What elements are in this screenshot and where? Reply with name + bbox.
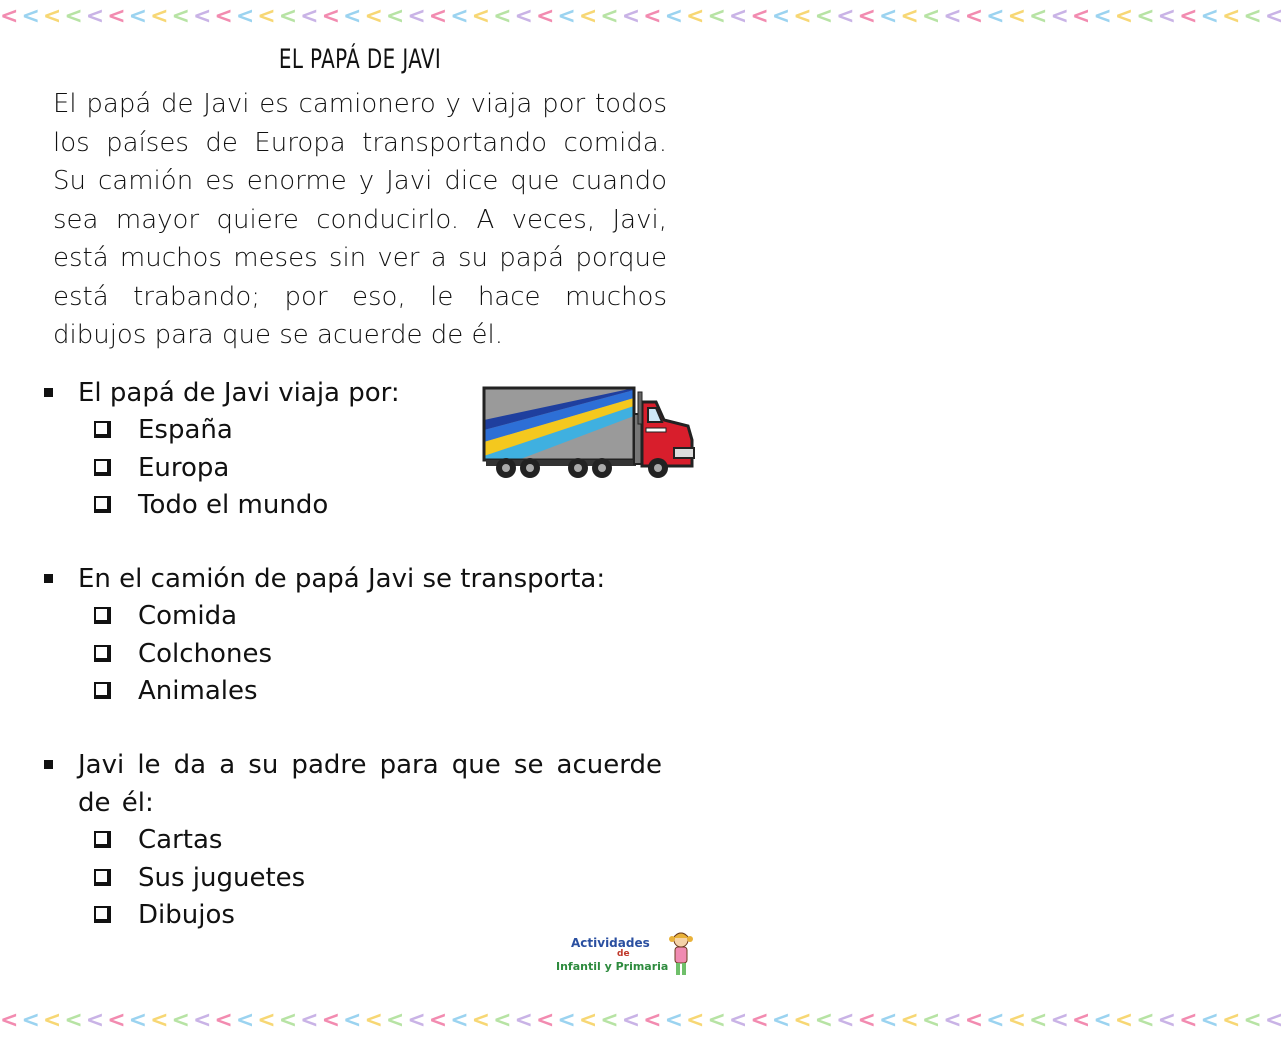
option-label: Comida bbox=[138, 601, 238, 631]
story-paragraph: El papá de Javi es camionero y viaja por todos los países de Europa transportando comida. Su camión es enorme y Javi dice que cuando sea mayor quiere conducirlo. A veces, Javi, está muchos meses sin ver a su papá porque está trabando; por eso, le hace muchos dibujos para que se acuerde de él. bbox=[53, 89, 667, 350]
option-label: Dibujos bbox=[138, 900, 235, 930]
chevron-icon: < bbox=[1071, 1008, 1094, 1033]
chevron-icon: < bbox=[1071, 4, 1094, 29]
chevron-icon: < bbox=[643, 1008, 665, 1033]
question-3-text: Javi le da a su padre para que se acuerde de él: bbox=[78, 750, 662, 818]
option-item[interactable] bbox=[92, 860, 662, 898]
chevron-icon: < bbox=[964, 1008, 987, 1033]
chevron-icon: < bbox=[514, 4, 536, 29]
chevron-icon: < bbox=[64, 1008, 86, 1033]
chevron-icon: < bbox=[771, 4, 794, 29]
chevron-icon: < bbox=[643, 4, 665, 29]
publisher-logo bbox=[556, 930, 696, 980]
option-label: Cartas bbox=[138, 825, 223, 855]
chevron-icon: < bbox=[21, 4, 43, 29]
chevron-icon: < bbox=[257, 4, 279, 29]
logo-line-2: de bbox=[617, 949, 630, 959]
chevron-icon: < bbox=[836, 4, 858, 29]
chevron-icon: < bbox=[1200, 1008, 1222, 1033]
chevron-icon: < bbox=[836, 1008, 858, 1033]
page-title: EL PAPÁ DE JAVI bbox=[278, 44, 442, 75]
chevron-icon: < bbox=[407, 1008, 429, 1033]
chevron-icon: < bbox=[686, 4, 708, 29]
checkbox-icon[interactable] bbox=[94, 459, 111, 476]
chevron-icon: < bbox=[943, 1008, 965, 1033]
chevron-icon: < bbox=[878, 1008, 901, 1033]
chevron-icon: < bbox=[385, 4, 408, 29]
chevron-icon: < bbox=[107, 4, 129, 29]
chevron-icon: < bbox=[664, 1008, 686, 1033]
chevron-icon: < bbox=[750, 1008, 772, 1033]
chevron-icon: < bbox=[1264, 4, 1286, 29]
chevron-icon: < bbox=[1243, 4, 1265, 29]
option-label: Sus juguetes bbox=[138, 862, 306, 893]
checkbox-icon[interactable] bbox=[94, 831, 111, 848]
chevron-icon: < bbox=[85, 1008, 108, 1033]
question-2-options bbox=[92, 598, 674, 711]
chevron-icon: < bbox=[1264, 1008, 1286, 1033]
chevron-icon: < bbox=[621, 1008, 644, 1033]
chevron-icon: < bbox=[578, 1008, 601, 1033]
chevron-icon: < bbox=[385, 1008, 408, 1033]
chevron-icon: < bbox=[728, 4, 751, 29]
chevron-icon: < bbox=[493, 1008, 515, 1033]
option-label: Europa bbox=[138, 452, 230, 483]
chevron-icon: < bbox=[986, 4, 1008, 29]
chevron-icon: < bbox=[321, 1008, 343, 1033]
chevron-icon: < bbox=[728, 1008, 751, 1033]
chevron-icon: < bbox=[1114, 1008, 1137, 1033]
chevron-icon: < bbox=[814, 1008, 837, 1033]
chevron-icon: < bbox=[364, 4, 386, 29]
checkbox-icon[interactable] bbox=[94, 869, 111, 886]
chevron-icon: < bbox=[42, 4, 65, 29]
chevron-icon: < bbox=[1243, 1008, 1265, 1033]
chevron-icon: < bbox=[1157, 4, 1180, 29]
chevron-icon: < bbox=[1200, 4, 1222, 29]
option-item[interactable] bbox=[92, 673, 674, 711]
chevron-icon: < bbox=[857, 1008, 879, 1033]
chevron-icon: < bbox=[793, 4, 815, 29]
chevron-icon: < bbox=[1136, 4, 1158, 29]
bottom-border-decoration bbox=[0, 1008, 1286, 1033]
chevron-icon: < bbox=[1114, 4, 1137, 29]
chevron-icon: < bbox=[1093, 1008, 1115, 1033]
chevron-icon: < bbox=[450, 4, 472, 29]
checkbox-icon[interactable] bbox=[94, 645, 111, 662]
chevron-icon: < bbox=[1179, 4, 1201, 29]
chevron-icon: < bbox=[192, 1008, 215, 1033]
chevron-icon: < bbox=[750, 4, 772, 29]
chevron-icon: < bbox=[150, 1008, 172, 1033]
chevron-icon: < bbox=[1007, 4, 1029, 29]
chevron-icon: < bbox=[900, 4, 922, 29]
chevron-icon: < bbox=[0, 4, 22, 29]
chevron-icon: < bbox=[1157, 1008, 1180, 1033]
option-item[interactable] bbox=[92, 822, 662, 860]
chevron-icon: < bbox=[493, 4, 515, 29]
option-label: Animales bbox=[138, 676, 258, 706]
chevron-icon: < bbox=[557, 4, 579, 29]
chevron-icon: < bbox=[814, 4, 837, 29]
chevron-icon: < bbox=[85, 4, 108, 29]
chevron-icon: < bbox=[921, 1008, 944, 1033]
chevron-icon: < bbox=[343, 1008, 365, 1033]
square-bullet-icon bbox=[44, 574, 53, 583]
square-bullet-icon bbox=[44, 388, 53, 397]
option-label: Todo el mundo bbox=[138, 490, 329, 520]
option-item[interactable] bbox=[92, 598, 674, 636]
chevron-icon: < bbox=[707, 1008, 729, 1033]
chevron-icon: < bbox=[428, 4, 451, 29]
option-label: España bbox=[138, 415, 233, 445]
chevron-icon: < bbox=[235, 4, 258, 29]
chevron-icon: < bbox=[214, 4, 236, 29]
chevron-icon: < bbox=[428, 1008, 451, 1033]
chevron-icon: < bbox=[1136, 1008, 1158, 1033]
chevron-icon: < bbox=[278, 4, 301, 29]
chevron-icon: < bbox=[300, 4, 322, 29]
chevron-icon: < bbox=[214, 1008, 236, 1033]
chevron-icon: < bbox=[1179, 1008, 1201, 1033]
chevron-icon: < bbox=[878, 4, 901, 29]
question-2-text: En el camión de papá Javi se transporta: bbox=[78, 564, 606, 594]
checkbox-icon[interactable] bbox=[94, 906, 111, 923]
question-3-options bbox=[92, 822, 662, 935]
chevron-icon: < bbox=[150, 4, 172, 29]
chevron-icon: < bbox=[664, 4, 686, 29]
chevron-icon: < bbox=[107, 1008, 129, 1033]
chevron-icon: < bbox=[514, 1008, 536, 1033]
chevron-icon: < bbox=[235, 1008, 258, 1033]
girl-mascot-icon bbox=[668, 930, 694, 978]
checkbox-icon[interactable] bbox=[94, 682, 111, 699]
question-2 bbox=[44, 560, 674, 711]
chevron-icon: < bbox=[321, 4, 343, 29]
chevron-icon: < bbox=[471, 4, 494, 29]
truck-icon bbox=[478, 384, 700, 484]
chevron-icon: < bbox=[986, 1008, 1008, 1033]
chevron-icon: < bbox=[171, 4, 193, 29]
chevron-icon: < bbox=[171, 1008, 193, 1033]
chevron-icon: < bbox=[1221, 4, 1244, 29]
chevron-icon: < bbox=[535, 1008, 558, 1033]
chevron-icon: < bbox=[578, 4, 601, 29]
chevron-icon: < bbox=[64, 4, 86, 29]
chevron-icon: < bbox=[600, 4, 622, 29]
chevron-icon: < bbox=[21, 1008, 43, 1033]
chevron-icon: < bbox=[1029, 1008, 1051, 1033]
chevron-icon: < bbox=[943, 4, 965, 29]
chevron-icon: < bbox=[1093, 4, 1115, 29]
checkbox-icon[interactable] bbox=[94, 421, 111, 438]
chevron-icon: < bbox=[1007, 1008, 1029, 1033]
chevron-icon: < bbox=[343, 4, 365, 29]
question-1-text: El papá de Javi viaja por: bbox=[78, 378, 400, 408]
checkbox-icon[interactable] bbox=[94, 607, 111, 624]
chevron-icon: < bbox=[557, 1008, 579, 1033]
chevron-icon: < bbox=[278, 1008, 301, 1033]
chevron-icon: < bbox=[450, 1008, 472, 1033]
option-item[interactable] bbox=[92, 636, 674, 674]
chevron-icon: < bbox=[600, 1008, 622, 1033]
chevron-icon: < bbox=[364, 1008, 386, 1033]
chevron-icon: < bbox=[1050, 4, 1072, 29]
chevron-icon: < bbox=[192, 4, 215, 29]
chevron-icon: < bbox=[686, 1008, 708, 1033]
chevron-icon: < bbox=[964, 4, 987, 29]
chevron-icon: < bbox=[1050, 1008, 1072, 1033]
chevron-icon: < bbox=[707, 4, 729, 29]
chevron-icon: < bbox=[42, 1008, 65, 1033]
square-bullet-icon bbox=[44, 760, 53, 769]
chevron-icon: < bbox=[857, 4, 879, 29]
chevron-icon: < bbox=[128, 1008, 151, 1033]
option-item[interactable] bbox=[92, 487, 674, 525]
chevron-icon: < bbox=[0, 1008, 22, 1033]
chevron-icon: < bbox=[771, 1008, 794, 1033]
chevron-icon: < bbox=[128, 4, 151, 29]
chevron-icon: < bbox=[471, 1008, 494, 1033]
chevron-icon: < bbox=[1221, 1008, 1244, 1033]
option-item[interactable] bbox=[92, 897, 662, 935]
top-border-decoration bbox=[0, 4, 1286, 29]
chevron-icon: < bbox=[1029, 4, 1051, 29]
logo-line-1: Actividades bbox=[571, 936, 650, 950]
question-3 bbox=[44, 746, 662, 935]
option-label: Colchones bbox=[138, 638, 272, 669]
chevron-icon: < bbox=[535, 4, 558, 29]
chevron-icon: < bbox=[300, 1008, 322, 1033]
chevron-icon: < bbox=[793, 1008, 815, 1033]
chevron-icon: < bbox=[921, 4, 944, 29]
chevron-icon: < bbox=[621, 4, 644, 29]
logo-line-3: Infantil y Primaria bbox=[556, 960, 669, 973]
checkbox-icon[interactable] bbox=[94, 496, 111, 513]
chevron-icon: < bbox=[900, 1008, 922, 1033]
chevron-icon: < bbox=[257, 1008, 279, 1033]
chevron-icon: < bbox=[407, 4, 429, 29]
